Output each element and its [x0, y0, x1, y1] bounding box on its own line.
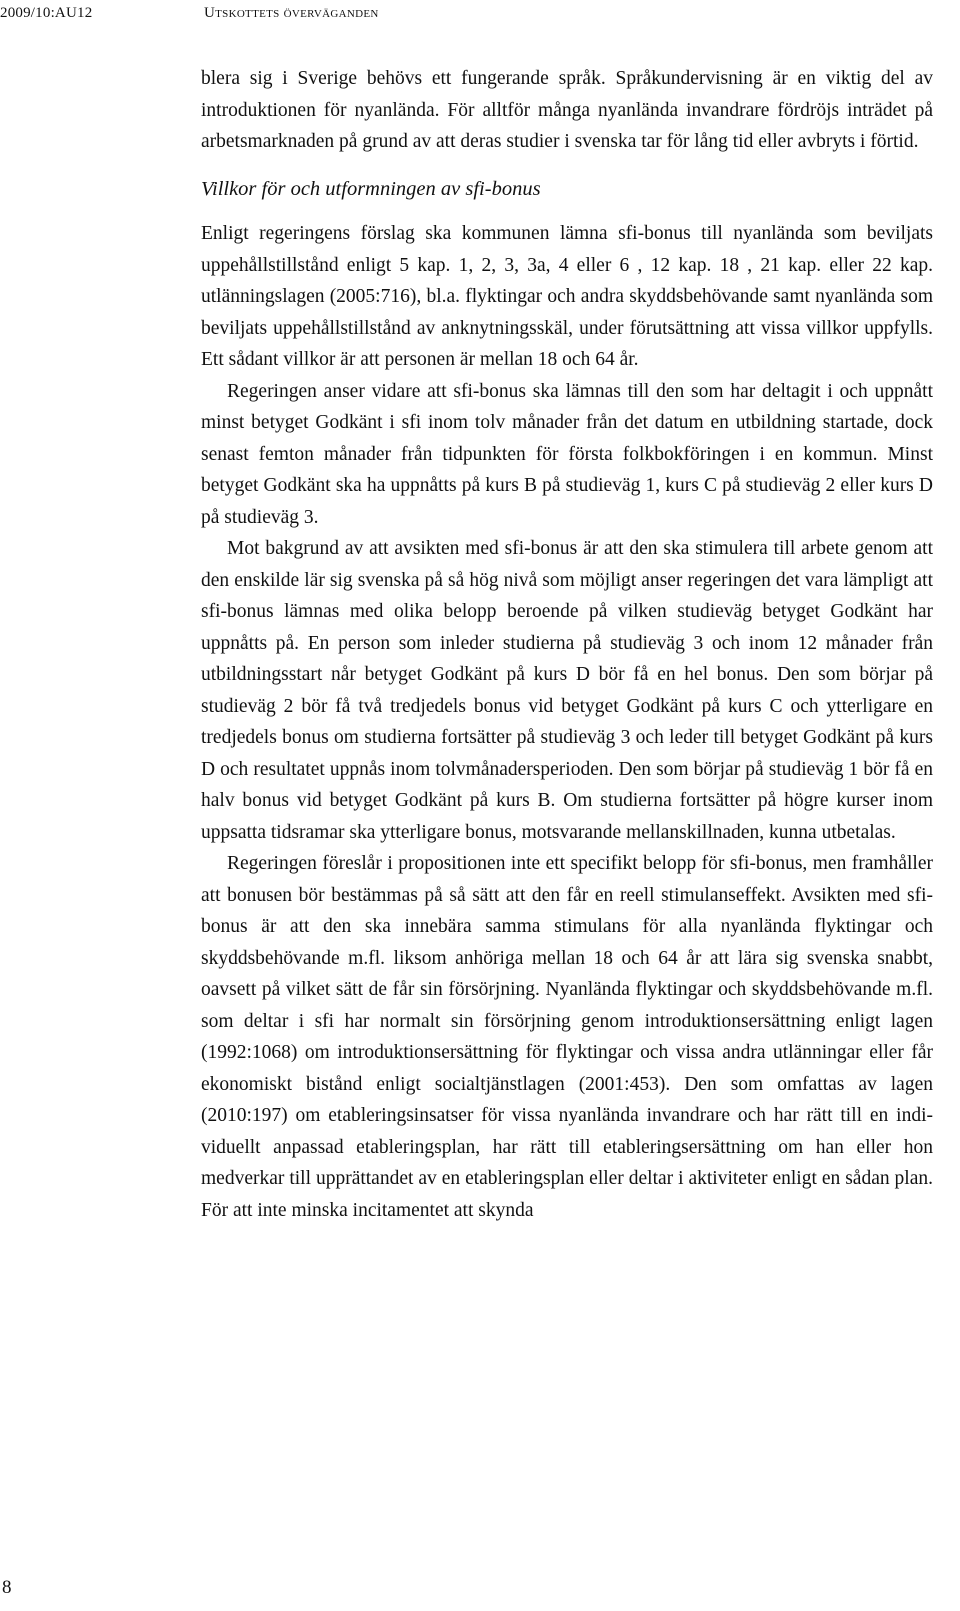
body-paragraph: Enligt regeringens förslag ska kommunen lämna sfi-bonus till nyanlända som beviljats uppehållstillstånd enligt 5 kap. 1, 2, 3, 3a, 4 eller 6 , 12 kap. 18 , 21 kap. eller 22 kap. utlänningslagen (2005:716), bl.a. flyktingar och andra skyddsbehövande samt nyanlända som beviljats uppehållstillstånd av anknytningsskäl, under förutsättning att vissa villkor uppfylls. Ett sådant villkor är att personen är mellan 18 och 64 år. [201, 223, 933, 370]
body-paragraph: Mot bakgrund av att avsikten med sfi-bonus är att den ska stimulera till arbete genom att den enskilde lär sig svenska på så hög nivå som möjligt anser regeringen det vara lämpligt att sfi-bonus lämnas med olika belopp beroende på vilken studieväg betyget Godkänt har uppnåtts på. En person som inleder studierna på studieväg 3 och inom 12 månader från utbildningsstart når betyget Godkänt på kurs D bör få en hel bonus. Den som börjar på studieväg 2 bör få två tredjedels bonus vid betyget Godkänt på kurs C och ytterligare en tredjedels bonus om studierna fortsätter på studieväg 3 och leder till betyget Godkänt på kurs D och resultatet uppnås inom tolvmånadersperioden. Den som börjar på studieväg 1 bör få en halv bonus vid betyget Godkänt på kurs B. Om studierna fortsätter på högre kurser inom uppsatta tidsramar ska ytterligare bonus, motsvarande mellanskillnaden, kunna utbetalas. [201, 538, 933, 843]
intro-paragraph: blera sig i Sverige behövs ett fungerande språk. Språkundervisning är en viktig del av introduktionen för nyanlända. För alltför många nyanlända invandrare fördröjs inträdet på arbetsmarknaden på grund av att deras studier i svenska tar för lång tid eller avbryts i förtid. [201, 68, 933, 152]
page-number: 8 [2, 1577, 12, 1598]
document-body [201, 63, 933, 1226]
document-id: 2009/10:AU12 [0, 5, 93, 21]
body-paragraph: Regeringen anser vidare att sfi-bonus ska lämnas till den som har deltagit i och uppnått minst betyget Godkänt i sfi inom tolv månader från det datum en utbildning startade, dock senast femton månader från tidpunkten för första folkbokföringen i en kommun. Minst betyget Godkänt ska ha uppnåtts på kurs B på studieväg 1, kurs C på studieväg 2 eller kurs D på studieväg 3. [201, 380, 933, 528]
page-header [0, 2, 960, 24]
body-paragraph: Regeringen föreslår i propositionen inte ett specifikt belopp för sfi-bonus, men framhåller att bonusen bör bestämmas på så sätt att den får en reell stimulanseffekt. Avsikten med sfi-bonus är att den ska innebära samma stimulans för alla nyanlända flyktingar och skyddsbehövande m.fl. liksom anhöriga mellan 18 och 64 år att lära sig svenska snabbt, oavsett på vilket sätt de får sin försörjning. Nyanlända flyktingar och skyddsbehövande m.fl. som deltar i sfi har normalt sin försörjning genom introduktionsersättning enligt lagen (1992:1068) om introduktionsersättning för flyktingar och vissa andra utlänningar eller får ekonomiskt bistånd enligt socialtjänstlagen (2001:453). Den som omfattas av lagen (2010:197) om etableringsinsatser för vissa nyanlända invandrare och har rätt till en individuellt anpassad etableringsplan, har rätt till etableringsersättning om han eller hon medverkar till upprättandet av en etableringsplan eller deltar i aktiviteter enligt en sådan plan. För att inte minska incitamentet att skynda [201, 853, 933, 1221]
section-label: Utskottets överväganden [204, 5, 379, 21]
section-subheading: Villkor för och utformningen av sfi-bonus [201, 177, 541, 200]
